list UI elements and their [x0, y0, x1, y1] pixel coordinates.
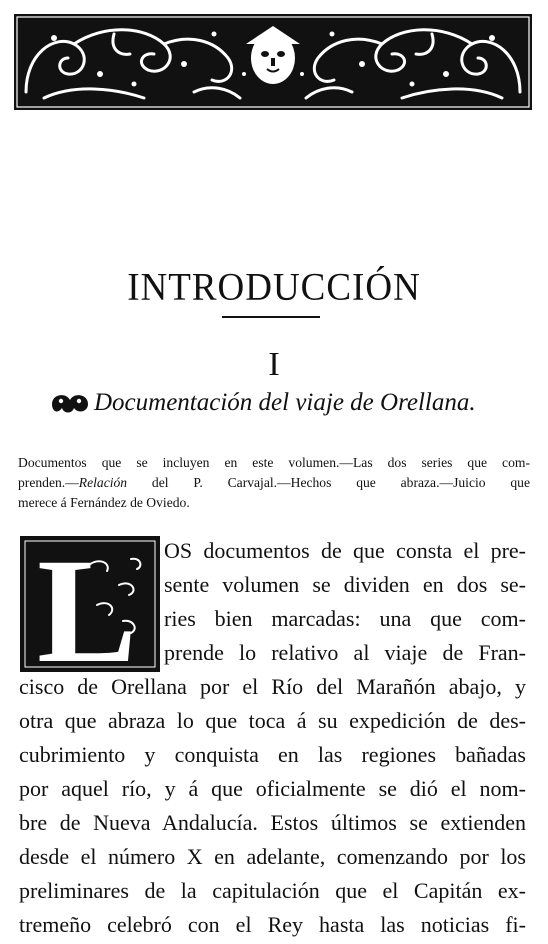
- body-line: por aquel río, y á que oficialmente se dió el nom-: [19, 776, 526, 801]
- summary-line: Documentos que se incluyen en este volumen.—Las dos series que com-: [18, 455, 530, 470]
- body-line: otra que abraza lo que toca á su expedición de des-: [19, 708, 526, 733]
- summary-line: prenden.—Relación del P. Carvajal.—Hechos que abraza.—Juicio que: [18, 475, 530, 490]
- fleuron-icon: [48, 390, 92, 416]
- body-line: preliminares de la capitulación que el Capitán ex-: [19, 878, 526, 903]
- chapter-title: Documentación del viaje de Orellana.: [94, 389, 476, 416]
- chapter-heading: [48, 386, 518, 420]
- body-line: cisco de Orellana por el Río del Marañón abajo, y: [19, 674, 526, 699]
- body-line: sente volumen se dividen en dos se-: [164, 572, 526, 597]
- ornamental-drop-cap: [19, 535, 161, 673]
- title-underline: [222, 316, 320, 318]
- summary-line: merece á Fernández de Oviedo.: [18, 495, 190, 510]
- chapter-summary: [18, 453, 530, 513]
- summary-italic-term: Relación: [78, 475, 128, 490]
- body-line: tremeño celebró con el Rey hasta las noticias fi-: [19, 912, 526, 937]
- chapter-number: I: [268, 346, 280, 383]
- body-line: cubrimiento y conquista en las regiones bañadas: [19, 742, 526, 767]
- body-line: bre de Nueva Andalucía. Estos últimos se extienden: [19, 810, 526, 835]
- ornamental-headpiece: [14, 14, 532, 110]
- body-line: ries bien marcadas: una que com-: [164, 606, 526, 631]
- body-line: prende lo relativo al viaje de Fran-: [164, 640, 526, 665]
- drop-cap-letter: L: [37, 535, 138, 673]
- body-line: desde el número X en adelante, comenzando por los: [19, 844, 526, 869]
- body-line: OS documentos de que consta el pre-: [164, 538, 526, 563]
- page-title: INTRODUCCIÓN: [127, 265, 421, 309]
